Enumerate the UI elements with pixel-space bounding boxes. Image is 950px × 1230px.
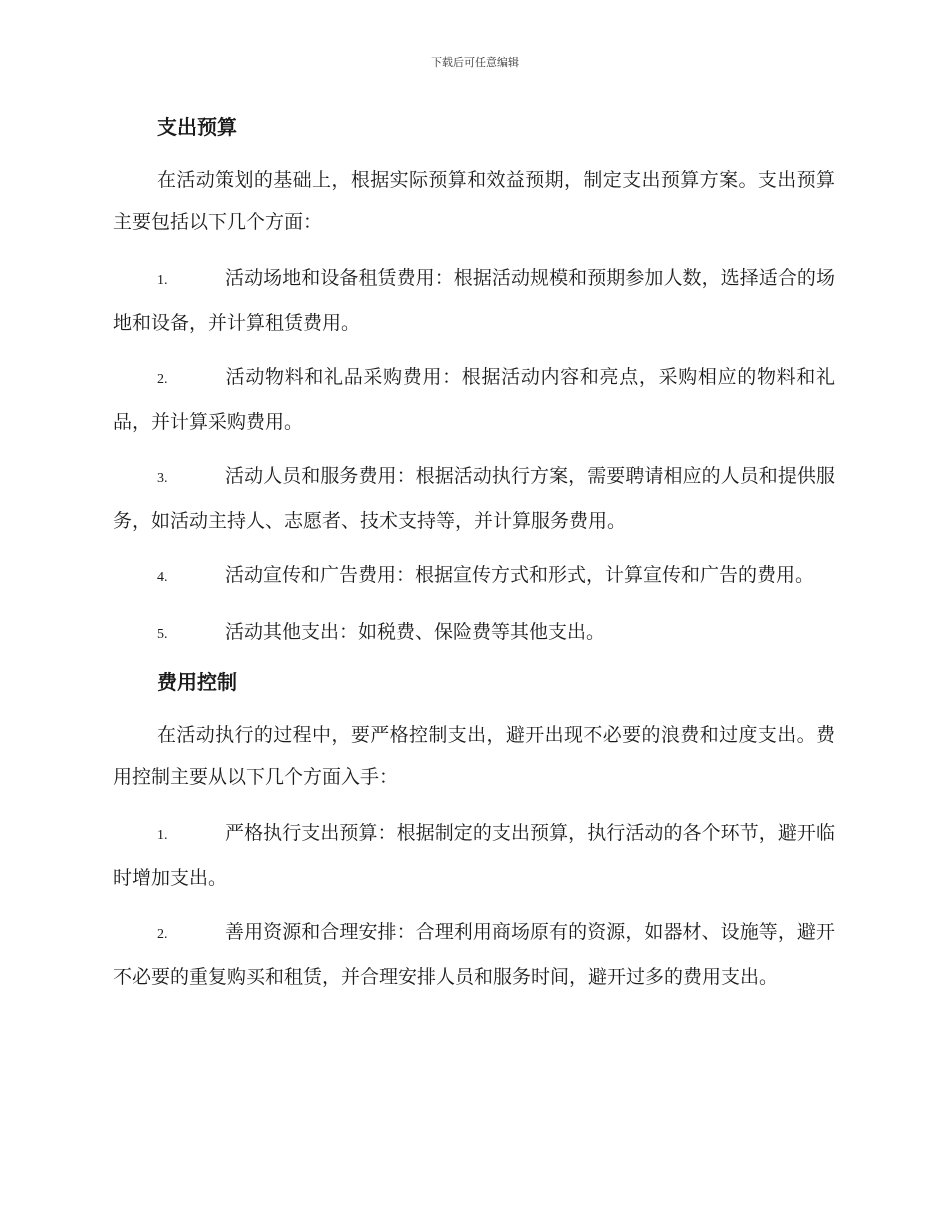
list-item [113,611,835,656]
list-item [113,911,835,998]
section-heading-budget: 支出预算 [157,115,237,139]
list-number: 1. [157,828,168,843]
list-item-text: 善用资源和合理安排：合理利用商场原有的资源，如器材、设施等，避开不必要的重复购买和租赁，并合理安排人员和服务时间，避开过多的费用支出。 [113,921,835,988]
page-header: 下载后可任意编辑 [431,56,519,69]
list-item-text: 活动物料和礼品采购费用：根据活动内容和亮点，采购相应的物料和礼品，并计算采购费用。 [113,366,835,433]
list-number: 2. [157,372,168,387]
section-intro-budget: 在活动策划的基础上，根据实际预算和效益预期，制定支出预算方案。支出预算主要包括以下几个方面： [113,169,835,233]
section-intro-cost-control: 在活动执行的过程中，要严格控制支出，避开出现不必要的浪费和过度支出。费用控制主要从以下几个方面入手： [113,724,835,788]
list-item [113,455,835,542]
list-item [113,356,835,443]
list-number: 1. [157,273,168,288]
list-item [113,554,835,599]
document-body [113,109,835,1010]
list-number: 4. [157,570,168,585]
list-item-text: 活动人员和服务费用：根据活动执行方案，需要聘请相应的人员和提供服务，如活动主持人、志愿者、技术支持等，并计算服务费用。 [113,465,835,532]
list-item [113,257,835,344]
list-item-text: 活动宣传和广告费用：根据宣传方式和形式，计算宣传和广告的费用。 [225,564,815,586]
list-number: 3. [157,471,168,486]
list-item [113,812,835,899]
list-item-text: 活动场地和设备租赁费用：根据活动规模和预期参加人数，选择适合的场地和设备，并计算租赁费用。 [113,267,835,334]
list-item-text: 严格执行支出预算：根据制定的支出预算，执行活动的各个环节，避开临时增加支出。 [113,822,835,889]
list-number: 2. [157,927,168,942]
list-number: 5. [157,627,168,642]
section-heading-cost-control: 费用控制 [157,670,237,694]
list-item-text: 活动其他支出：如税费、保险费等其他支出。 [225,621,606,643]
